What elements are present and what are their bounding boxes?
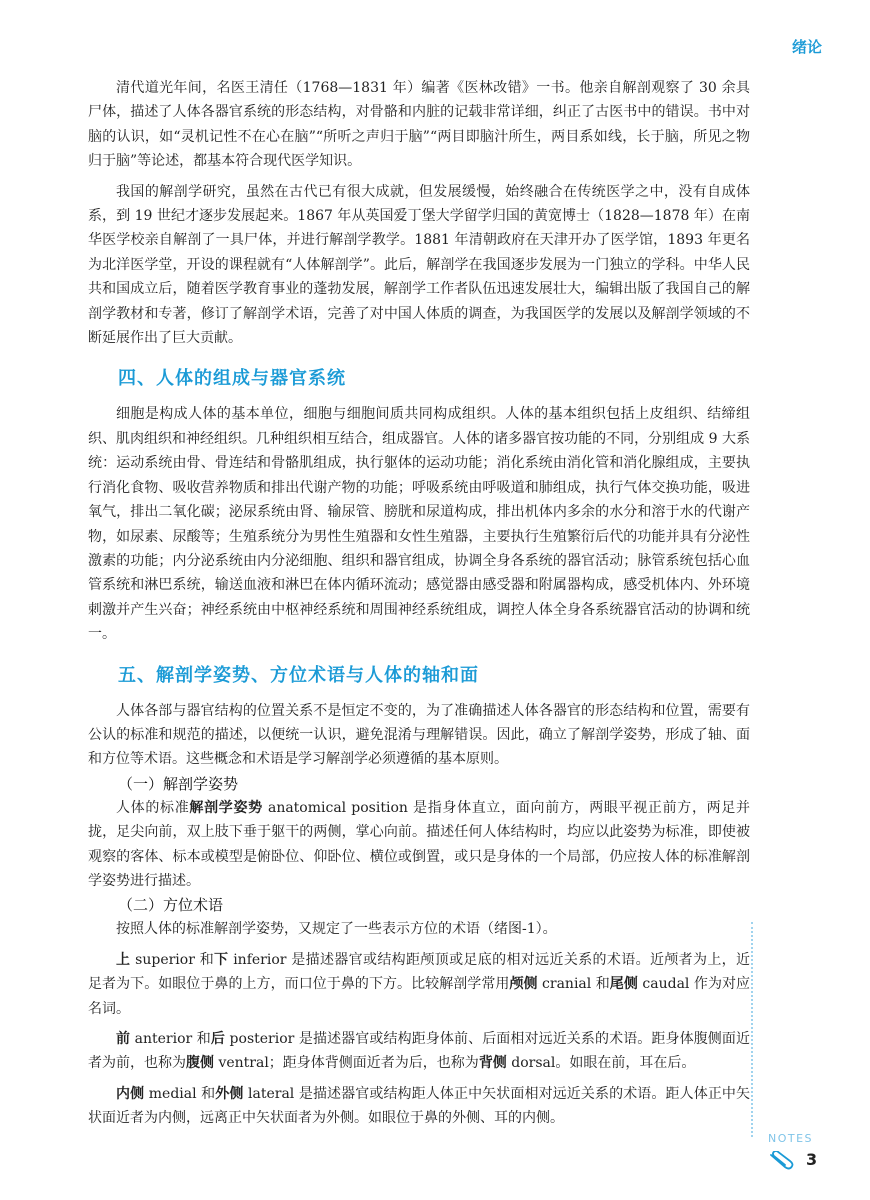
text-span: anatomical position 是指身体直立，面向前方，两眼平视正前方，两足并拢，足尖向前，双上肢下垂于躯干的两侧，掌心向前。描述任何人体结构时，均应以此姿势为标准，即使被观察的客体、标本或模型是俯卧位、仰卧位、横位或倒置，或只是身体的一个局部，仍应按人体的标准解剖学姿势进行描述。 [88, 799, 751, 889]
page-content [88, 76, 750, 1131]
term-posterior: 后 [210, 1031, 225, 1047]
paperclip-icon [768, 1151, 794, 1171]
chapter-tag: 绪论 [791, 38, 822, 56]
paragraph-medial-lateral [88, 1082, 750, 1131]
subsection-title-1: （一）解剖学姿势 [118, 774, 239, 793]
term-superior: 上 [116, 951, 131, 968]
term-lateral: 外侧 [215, 1085, 244, 1102]
notes-margin-line [751, 922, 753, 1137]
page-number: 3 [806, 1150, 818, 1169]
term-medial: 内侧 [116, 1085, 145, 1102]
section-title-5: 五、解剖学姿势、方位术语与人体的轴和面 [118, 664, 479, 686]
term-ventral: 腹侧 [186, 1055, 214, 1072]
term-caudal: 尾侧 [609, 976, 638, 993]
paragraph-organ-systems: 细胞是构成人体的基本单位，细胞与细胞间质共同构成组织。人体的基本组织包括上皮组织、结缔组织、肌肉组织和神经组织。几种组织相互结合，组成器官。人体的诸多器官按功能的不同，分别组成 9 大系统：运动系统由骨、骨连结和骨骼肌组成，执行躯体的运动功能；消化系统由消化管和消化腺组成，主要执行消化食物、吸收营养物质和排出代谢产物的功能；呼吸系统由呼吸道和肺组成，执行气体交换功能，吸进氧气，排出二氧化碳；泌尿系统由肾、输尿管、膀胱和尿道构成，排出机体内多余的水分和溶于水的代谢产物，如尿素、尿酸等；生殖系统分为男性生殖器和女性生殖器，主要执行生殖繁衍后代的功能并具有分泌性激素的功能；内分泌系统由内分泌细胞、组织和器官组成，协调全身各系统的器官活动；脉管系统包括心血管系统和淋巴系统，输送血液和淋巴在体内循环流动；感觉器由感受器和附属器构成，感受机体内、外环境刺激并产生兴奋；神经系统由中枢神经系统和周围神经系统组成，调控人体全身各系统器官活动的协调和统一。 [88, 406, 750, 643]
paragraph-direction-intro: 按照人体的标准解剖学姿势，又规定了一些表示方位的术语（绪图-1）。 [116, 921, 557, 938]
term-dorsal: 背侧 [478, 1055, 507, 1072]
paragraph-wang-qingren: 清代道光年间，名医王清任（1768—1831 年）编著《医林改错》一书。他亲自解剖观察了 30 余具尸体，描述了人体各器官系统的形态结构，对骨骼和内脏的记载非常详细，纠正了古医书中的错误。书中对脑的认识，如“灵机记性不在心在脑”“所听之声归于脑”“两目即脑汁所生，两目系如线，长于脑，所见之物归于脑”等论述，都基本符合现代医学知识。 [88, 80, 750, 170]
text-span: 人体的标准 [116, 799, 190, 816]
text-span: ventral；距身体背侧面近者为后，也称为 [214, 1055, 479, 1072]
paragraph-position-intro: 人体各部与器官结构的位置关系不是恒定不变的，为了准确描述人体各器官的形态结构和位置，需要有公认的标准和规范的描述，以便统一认识，避免混淆与理解错误。因此，确立了解剖学姿势，形成了轴、面和方位等术语。这些概念和术语是学习解剖学必须遵循的基本原则。 [88, 702, 750, 768]
text-span: dorsal。如眼在前，耳在后。 [506, 1055, 696, 1072]
text-span: superior 和 [130, 951, 215, 968]
term-inferior: 下 [214, 951, 229, 968]
text-span: cranial 和 [537, 976, 610, 993]
term-cranial: 颅侧 [509, 976, 538, 993]
paragraph-anterior-posterior [88, 1027, 750, 1076]
text-span: medial 和 [144, 1085, 216, 1102]
term-anterior: 前 [116, 1031, 131, 1047]
term-anatomical-position: 解剖学姿势 [189, 799, 263, 816]
paragraph-anatomical-position [88, 796, 750, 894]
subsection-title-2: （二）方位术语 [118, 896, 224, 915]
text-span: caudal 作为对应名词。 [88, 976, 751, 1017]
text-span: lateral 是描述器官或结构距人体正中矢状面相对远近关系的术语。距人体正中矢状面近者为内侧，远离正中矢状面者为外侧。如眼位于鼻的外侧、耳的内侧。 [88, 1085, 751, 1127]
text-span: anterior 和 [130, 1031, 211, 1047]
text-span: inferior 是描述器官或结构距颅顶或足底的相对远近关系的术语。近颅者为上，近足者为下。如眼位于鼻的上方，而口位于鼻的下方。比较解剖学常用 [88, 951, 751, 993]
text-span: posterior 是描述器官或结构距身体前、后面相对远近关系的术语。距身体腹侧面近者为前，也称为 [88, 1031, 751, 1072]
notes-label: NOTES [768, 1132, 814, 1145]
paragraph-modern-anatomy: 我国的解剖学研究，虽然在古代已有很大成就，但发展缓慢，始终融合在传统医学之中，没有自成体系，到 19 世纪才逐步发展起来。1867 年从英国爱丁堡大学留学归国的黄宽博士（1828—1878 年）在南华医学校亲自解剖了一具尸体，并进行解剖学教学。1881 年清朝政府在天津开办了医学馆，1893 年更名为北洋医学堂，开设的课程就有“人体解剖学”。此后，解剖学在我国逐步发展为一门独立的学科。中华人民共和国成立后，随着医学教育事业的蓬勃发展，解剖学工作者队伍迅速发展壮大，编辑出版了我国自己的解剖学教材和专著，修订了解剖学术语，完善了对中国人体质的调查，为我国医学的发展以及解剖学领域的不断延展作出了巨大贡献。 [88, 183, 750, 347]
paragraph-superior-inferior [88, 948, 750, 1021]
section-title-4: 四、人体的组成与器官系统 [118, 368, 346, 390]
